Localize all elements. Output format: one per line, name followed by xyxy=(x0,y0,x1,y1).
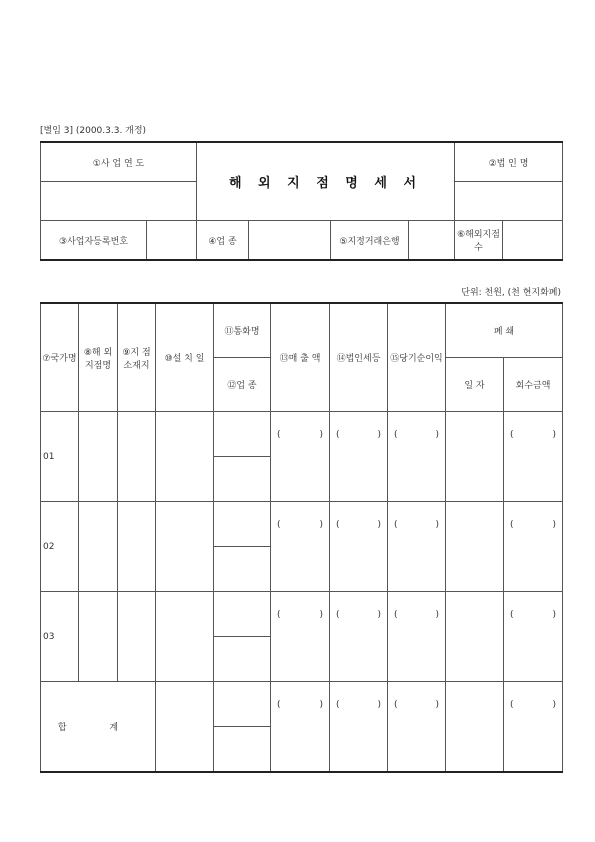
net-income-cell[interactable]: ( ) xyxy=(388,502,446,592)
table-row xyxy=(41,502,563,547)
corp-tax-cell[interactable]: ( ) xyxy=(330,502,388,592)
col-industry: ⑫업 종 xyxy=(214,358,271,412)
total-corp-tax-cell[interactable]: ( ) xyxy=(330,682,388,773)
table-row xyxy=(41,412,563,457)
branch-table xyxy=(40,302,563,773)
currency-cell[interactable] xyxy=(214,412,271,457)
business-year-field[interactable] xyxy=(41,182,197,221)
col-closure: 폐 쇄 xyxy=(446,303,563,358)
industry-cell[interactable] xyxy=(214,547,271,592)
corp-name-field[interactable] xyxy=(455,182,563,221)
established-cell[interactable] xyxy=(156,592,214,682)
location-cell[interactable] xyxy=(118,592,156,682)
col-currency: ⑪통화명 xyxy=(214,303,271,358)
corp-tax-cell[interactable]: ( ) xyxy=(330,592,388,682)
business-type-label: ④업 종 xyxy=(197,221,249,261)
closure-date-cell[interactable] xyxy=(446,592,504,682)
col-branch-name: ⑧해 외 지점명 xyxy=(79,303,118,412)
business-year-label: ①사 업 연 도 xyxy=(41,142,197,182)
industry-cell[interactable] xyxy=(214,637,271,682)
col-corp-tax: ⑭법인세등 xyxy=(330,303,388,412)
col-net-income: ⑮당기순이익 xyxy=(388,303,446,412)
designated-bank-field[interactable] xyxy=(409,221,455,261)
recovered-cell[interactable]: ( ) xyxy=(504,502,563,592)
industry-cell[interactable] xyxy=(214,457,271,502)
branch-name-cell[interactable] xyxy=(79,592,118,682)
header-table xyxy=(40,141,563,261)
established-cell[interactable] xyxy=(156,502,214,592)
total-row xyxy=(41,682,563,727)
recovered-cell[interactable]: ( ) xyxy=(504,412,563,502)
designated-bank-label: ⑤지정거래은행 xyxy=(331,221,409,261)
overseas-branch-count-field[interactable] xyxy=(503,221,563,261)
total-established-cell[interactable] xyxy=(156,682,214,773)
col-country: ⑦국가명 xyxy=(41,303,79,412)
closure-date-cell[interactable] xyxy=(446,412,504,502)
business-type-field[interactable] xyxy=(249,221,331,261)
form-reference: [별임 3] (2000.3.3. 개정) xyxy=(40,126,147,136)
form-title: 해 외 지 점 명 세 서 xyxy=(197,142,455,221)
total-net-income-cell[interactable]: ( ) xyxy=(388,682,446,773)
currency-cell[interactable] xyxy=(214,592,271,637)
corp-tax-cell[interactable]: ( ) xyxy=(330,412,388,502)
total-label: 합 계 xyxy=(41,682,156,773)
branch-name-cell[interactable] xyxy=(79,412,118,502)
net-income-cell[interactable]: ( ) xyxy=(388,592,446,682)
total-sales-cell[interactable]: ( ) xyxy=(271,682,330,773)
col-closure-date: 일 자 xyxy=(446,358,504,412)
established-cell[interactable] xyxy=(156,412,214,502)
row-number: 01 xyxy=(41,412,79,502)
sales-cell[interactable]: ( ) xyxy=(271,592,330,682)
overseas-branch-count-label: ⑥해외지점수 xyxy=(455,221,503,261)
branch-name-cell[interactable] xyxy=(79,502,118,592)
col-location: ⑨지 점 소재지 xyxy=(118,303,156,412)
table-row xyxy=(41,592,563,637)
currency-cell[interactable] xyxy=(214,502,271,547)
corp-name-label: ②법 인 명 xyxy=(455,142,563,182)
col-recovered: 회수금액 xyxy=(504,358,563,412)
biz-reg-no-label: ③사업자등록번호 xyxy=(41,221,147,261)
location-cell[interactable] xyxy=(118,412,156,502)
total-closure-date-cell[interactable] xyxy=(446,682,504,773)
biz-reg-no-field[interactable] xyxy=(147,221,197,261)
row-number: 02 xyxy=(41,502,79,592)
row-number: 03 xyxy=(41,592,79,682)
total-currency-cell[interactable] xyxy=(214,682,271,727)
col-sales: ⑬매 출 액 xyxy=(271,303,330,412)
recovered-cell[interactable]: ( ) xyxy=(504,592,563,682)
sales-cell[interactable]: ( ) xyxy=(271,502,330,592)
col-established: ⑩설 치 일 xyxy=(156,303,214,412)
unit-note: 단위: 천원, (천 현지화폐) xyxy=(461,288,561,298)
net-income-cell[interactable]: ( ) xyxy=(388,412,446,502)
location-cell[interactable] xyxy=(118,502,156,592)
total-recovered-cell[interactable]: ( ) xyxy=(504,682,563,773)
total-industry-cell[interactable] xyxy=(214,727,271,773)
sales-cell[interactable]: ( ) xyxy=(271,412,330,502)
closure-date-cell[interactable] xyxy=(446,502,504,592)
